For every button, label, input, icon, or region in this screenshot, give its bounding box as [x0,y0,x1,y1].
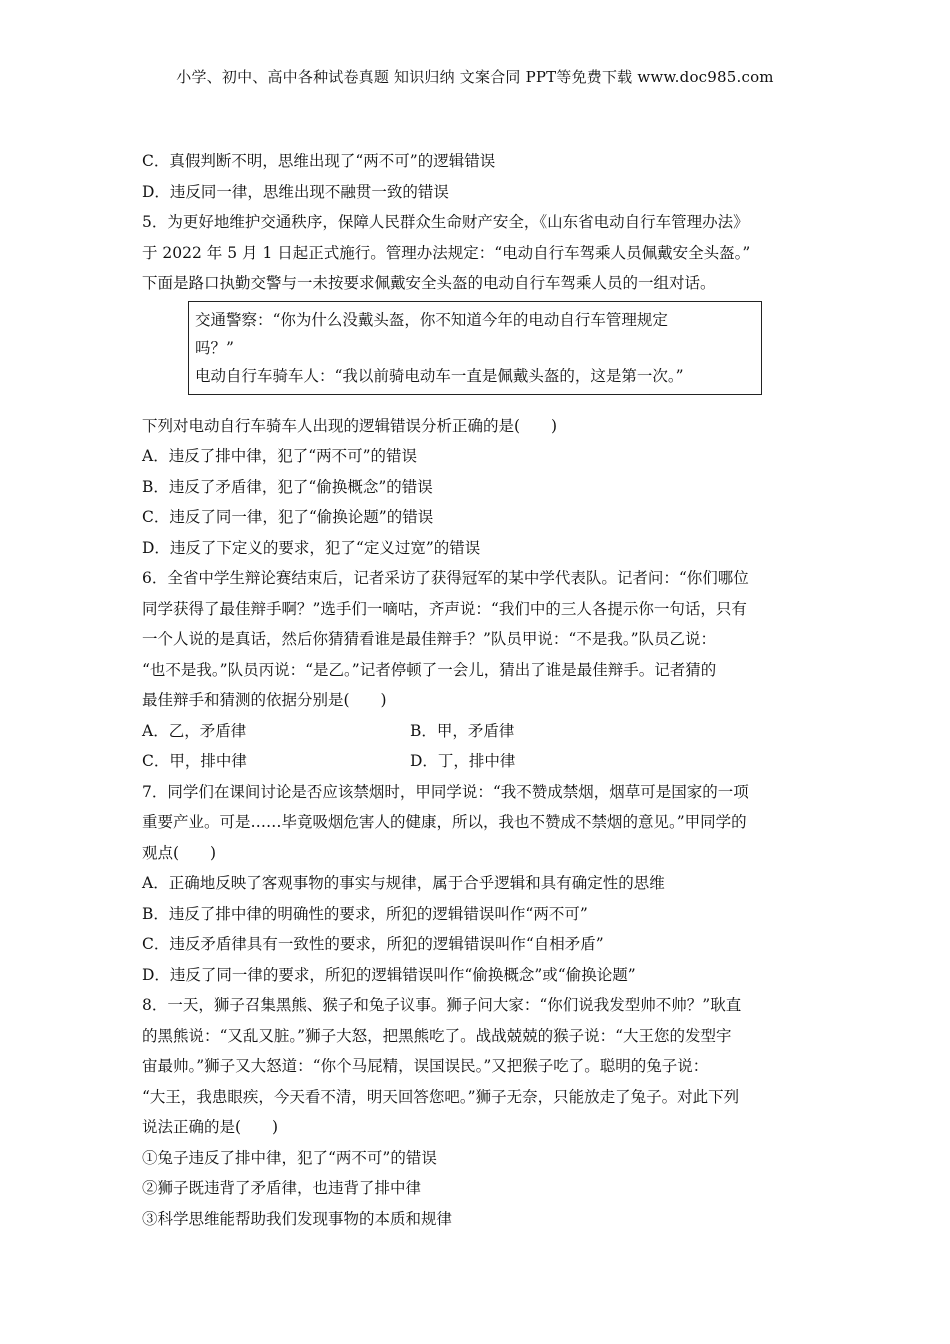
q5-dialog-box [188,301,762,395]
q8-statement-3: ③科学思维能帮助我们发现事物的本质和规律 [142,1209,453,1228]
q4-option-d: D．违反同一律，思维出现不融贯一致的错误 [142,182,449,201]
q6-option-a: A．乙，矛盾律 [142,721,247,740]
q8-statement-2: ②狮子既违背了矛盾律，也违背了排中律 [142,1179,422,1197]
q6-stem-line: 一个人说的是真话，然后你猜猜看谁是最佳辩手？”队员甲说：“不是我。”队员乙说： [142,630,717,648]
q6-option-c: C．甲，排中律 [142,752,247,770]
q6-stem-line: 最佳辩手和猜测的依据分别是( ) [142,691,387,709]
q5-stem-line: 5．为更好地维护交通秩序，保障人民群众生命财产安全，《山东省电动自行车管理办法》 [142,213,749,231]
dialog-line: 吗？” [195,338,234,357]
q5-option-a: A．违反了排中律，犯了“两不可”的错误 [142,447,418,465]
q7-stem-line: 7．同学们在课间讨论是否应该禁烟时，甲同学说：“我不赞成禁烟，烟草可是国家的一项 [142,782,749,801]
q6-option-b: B．甲，矛盾律 [410,721,515,740]
dialog-line: 电动自行车骑车人：“我以前骑电动车一直是佩戴头盔的，这是第一次。” [195,366,684,385]
q6-options-row [142,746,814,777]
q5-option-c: C．违反了同一律，犯了“偷换论题”的错误 [142,508,434,526]
question-6 [142,563,814,777]
q8-stem-line: 8．一天，狮子召集黑熊、猴子和兔子议事。狮子问大家：“你们说我发型帅不帅？”耿直 [142,996,742,1014]
page-header [0,66,950,87]
q6-options-row [142,716,814,747]
q8-stem-line: “大王，我患眼疾，今天看不清，明天回答您吧。”狮子无奈，只能放走了兔子。对此下列 [142,1087,740,1106]
q7-stem-line: 重要产业。可是……毕竟吸烟危害人的健康，所以，我也不赞成不禁烟的意见。”甲同学的 [142,813,747,831]
dialog-line: 交通警察：“你为什么没戴头盔，你不知道今年的电动自行车管理规定 [195,310,668,329]
q7-option-a: A．正确地反映了客观事物的事实与规律，属于合乎逻辑和具有确定性的思维 [142,874,665,892]
q6-stem-line: 同学获得了最佳辩手啊？”选手们一嘀咕，齐声说：“我们中的三人各提示你一句话，只有 [142,599,747,618]
q5-option-d: D．违反了下定义的要求，犯了“定义过宽”的错误 [142,538,481,557]
q5-stem-line: 于 2022 年 5 月 1 日起正式施行。管理办法规定：“电动自行车驾乘人员佩戴安全头盔。” [142,243,751,262]
q7-option-b: B．违反了排中律的明确性的要求，所犯的逻辑错误叫作“两不可” [142,904,588,923]
q7-option-d: D．违反了同一律的要求，所犯的逻辑错误叫作“偷换概念”或“偷换论题” [142,965,636,984]
q4-option-c: C．真假判断不明，思维出现了“两不可”的逻辑错误 [142,152,496,170]
q5-question: 下列对电动自行车骑车人出现的逻辑错误分析正确的是( ) [142,416,558,435]
q6-stem-line: “也不是我。”队员丙说：“是乙。”记者停顿了一会儿，猜出了谁是最佳辩手。记者猜的 [142,660,717,679]
question-8 [142,990,814,1234]
q6-option-d: D．丁，排中律 [410,752,516,770]
q8-statement-1: ①兔子违反了排中律，犯了“两不可”的错误 [142,1148,437,1167]
question-7 [142,777,814,991]
header-text: 小学、初中、高中各种试卷真题 知识归纳 文案合同 PPT等免费下载 www.doc985.com [176,68,774,86]
q6-stem-line: 6．全省中学生辩论赛结束后，记者采访了获得冠军的某中学代表队。记者问：“你们哪位 [142,569,749,587]
q5-option-b: B．违反了矛盾律，犯了“偷换概念”的错误 [142,477,433,496]
q5-stem-line: 下面是路口执勤交警与一未按要求佩戴安全头盔的电动自行车驾乘人员的一组对话。 [142,274,716,292]
q8-stem-line: 的黑熊说：“又乱又脏。”狮子大怒，把黑熊吃了。战战兢兢的猴子说：“大王您的发型宇 [142,1026,732,1045]
q7-stem-line: 观点( ) [142,843,217,862]
document-body [142,146,814,1234]
q8-stem-line: 说法正确的是( ) [142,1118,279,1136]
question-5 [142,207,814,563]
q7-option-c: C．违反矛盾律具有一致性的要求，所犯的逻辑错误叫作“自相矛盾” [142,935,604,953]
q8-stem-line: 宙最帅。”狮子又大怒道：“你个马屁精，误国误民。”又把猴子吃了。聪明的兔子说： [142,1057,709,1075]
